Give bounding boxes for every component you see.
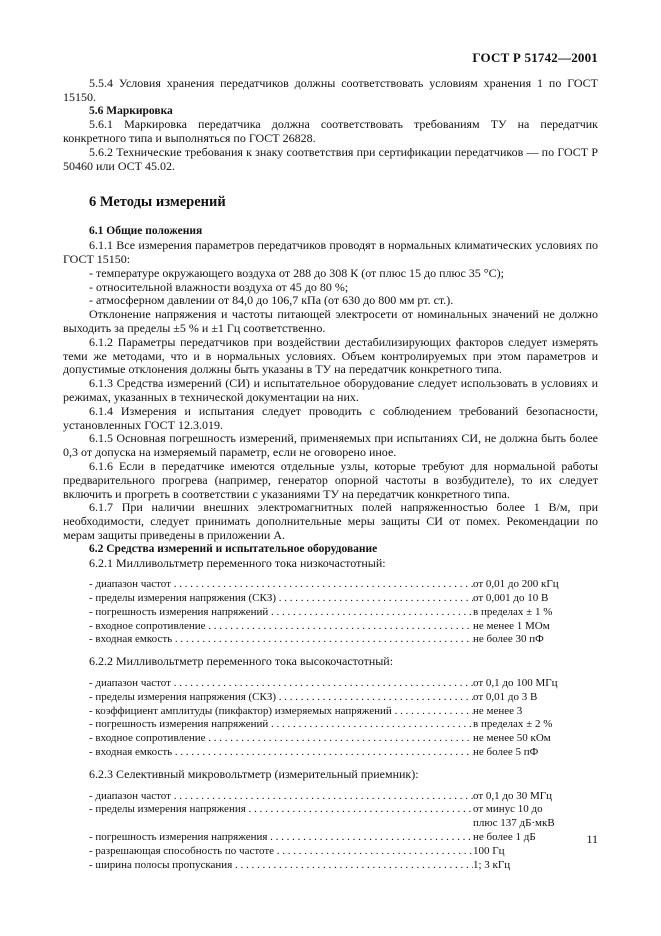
spec-label: - ширина полосы пропускания . . . <box>89 859 473 873</box>
spec-row <box>89 790 598 804</box>
page-number: 11 <box>586 832 598 846</box>
spec-label: - погрешность измерения напряжений . . . <box>89 606 473 620</box>
spec-row <box>89 705 598 719</box>
spec-row <box>89 633 598 647</box>
spec-label: - диапазон частот . . . <box>89 677 473 691</box>
spec-6-2-2-list <box>89 677 598 760</box>
spec-value: от 0,01 до 200 кГц <box>473 578 559 591</box>
para-6-1-6: 6.1.6 Если в передатчике имеются отдельные узлы, которые требуют для нормальной работы предварительного прогрева (например, генератор опорной частоты в возбудителе), то их следует включить и прогреть в соответствии с указаниями ТУ на передатчик конкретного типа. <box>63 458 598 501</box>
para-5-6-2: 5.6.2 Технические требования к знаку соответствия при сертификации передатчиков — по ГОСТ Р 50460 или ОСТ 45.02. <box>63 144 598 173</box>
spec-label: - коэффициент амплитуды (пикфактор) измеряемых напряжений . . . <box>89 705 473 719</box>
spec-6-2-1-list <box>89 578 598 647</box>
para-5-5-4: 5.5.4 Условия хранения передатчиков должны соответствовать условиям хранения 1 по ГОСТ 15150. <box>63 76 598 104</box>
spec-row <box>89 606 598 620</box>
spec-label: - пределы измерения напряжения . . . <box>89 803 473 831</box>
spec-label: - входное сопротивление . . . <box>89 620 473 634</box>
spec-row <box>89 691 598 705</box>
spec-value: не более 30 пФ <box>473 633 544 646</box>
para-5-6-1: 5.6.1 Маркировка передатчика должна соответствовать требованиям ТУ на передатчик конкретного типа и выполняться по ГОСТ 26828. <box>63 117 598 146</box>
spec-6-2-2-title: 6.2.2 Милливольтметр переменного тока высокочастотный: <box>89 654 394 669</box>
spec-label: - разрешающая способность по частоте . . . <box>89 845 473 859</box>
para-deviation: Отклонение напряжения и частоты питающей электросети от номинальных значений не должно выходить за пределы ±5 % и ±1 Гц соответственно. <box>63 307 598 335</box>
spec-value: от 0,001 до 10 В <box>473 592 549 605</box>
spec-row <box>89 592 598 606</box>
spec-row <box>89 803 598 831</box>
spec-row <box>89 859 598 873</box>
spec-6-2-1-title: 6.2.1 Милливольтметр переменного тока низкочастотный: <box>89 555 386 570</box>
condition-item: - температуре окружающего воздуха от 288 до 308 К (от плюс 15 до плюс 35 °С); <box>89 265 504 280</box>
spec-value: от минус 10 до плюс 137 дБ·мкВ <box>473 803 555 830</box>
spec-row <box>89 845 598 859</box>
heading-6-1: 6.1 Общие положения <box>89 225 203 238</box>
spec-value: 100 Гц <box>473 844 505 857</box>
standard-code-header: ГОСТ Р 51742—2001 <box>472 50 598 65</box>
spec-label: - погрешность измерения напряжения . . . <box>89 831 473 845</box>
spec-row <box>89 620 598 634</box>
spec-row <box>89 718 598 732</box>
spec-value: от 0,1 до 30 МГц <box>473 789 553 802</box>
spec-value: не более 1 дБ <box>473 831 536 844</box>
spec-row <box>89 677 598 691</box>
spec-label: - входная емкость . . . <box>89 633 473 647</box>
spec-value: от 0,1 до 100 МГц <box>473 677 558 690</box>
spec-label: - диапазон частот . . . <box>89 790 473 804</box>
para-6-1-4: 6.1.4 Измерения и испытания следует проводить с соблюдением требований безопасности, установленных ГОСТ 12.3.019. <box>63 403 598 432</box>
para-6-1-3: 6.1.3 Средства измерений (СИ) и испытательное оборудование следует использовать в условиях и режимах, указанных в технической документации на них. <box>63 376 598 404</box>
condition-item: - относительной влажности воздуха от 45 до 80 %; <box>89 279 349 294</box>
spec-label: - входная емкость . . . <box>89 746 473 760</box>
spec-value: в пределах ± 1 % <box>473 605 553 618</box>
spec-label: - пределы измерения напряжения (СКЗ) . . . <box>89 592 473 606</box>
spec-value: не менее 3 <box>473 704 523 717</box>
para-6-1-1: 6.1.1 Все измерения параметров передатчиков проводят в нормальных климатических условиях по ГОСТ 15150: <box>63 238 598 266</box>
spec-row <box>89 831 598 845</box>
spec-label: - диапазон частот . . . <box>89 578 473 592</box>
spec-6-2-3-list <box>89 790 598 873</box>
spec-value: не более 5 пФ <box>473 746 539 759</box>
spec-6-2-3-title: 6.2.3 Селективный микровольтметр (измерительный приемник): <box>89 766 419 781</box>
condition-item: - атмосферном давлении от 84,0 до 106,7 кПа (от 630 до 800 мм рт. ст.). <box>89 293 454 308</box>
para-6-1-2: 6.1.2 Параметры передатчиков при воздействии дестабилизирующих факторов следует измерять теми же методами, что и в нормальных условиях. Объем контролируемых при этом параметров и допустимые отклонения должны быть указаны в ТУ на передатчик конкретного типа. <box>63 334 598 377</box>
spec-value: 1; 3 кГц <box>473 858 511 871</box>
para-6-1-7: 6.1.7 При наличии внешних электромагнитных полей напряженностью более 1 В/м, при необходимости, следует принимать дополнительные меры защиты СИ от помех. Рекомендации по мерам защиты приведены в приложении А. <box>63 500 598 542</box>
spec-row <box>89 578 598 592</box>
page-body <box>63 77 598 872</box>
spec-label: - входное сопротивление . . . <box>89 732 473 746</box>
spec-label: - погрешность измерения напряжений . . . <box>89 718 473 732</box>
section-6-heading: 6 Методы измерений <box>89 193 226 210</box>
spec-value: не менее 1 МОм <box>473 619 550 632</box>
spec-row <box>89 746 598 760</box>
heading-5-6: 5.6 Маркировка <box>89 104 173 117</box>
para-6-1-5: 6.1.5 Основная погрешность измерений, применяемых при испытаниях СИ, не должна быть более 0,3 от допуска на измеряемый параметр, если не оговорено иное. <box>63 431 598 460</box>
spec-value: от 0,01 до 3 В <box>473 690 538 703</box>
spec-label: - пределы измерения напряжения (СКЗ) . . . <box>89 691 473 705</box>
spec-row <box>89 732 598 746</box>
spec-value: в пределах ± 2 % <box>473 718 553 731</box>
heading-6-2: 6.2 Средства измерений и испытательное оборудование <box>89 542 378 555</box>
spec-value: не менее 50 кОм <box>473 732 551 745</box>
